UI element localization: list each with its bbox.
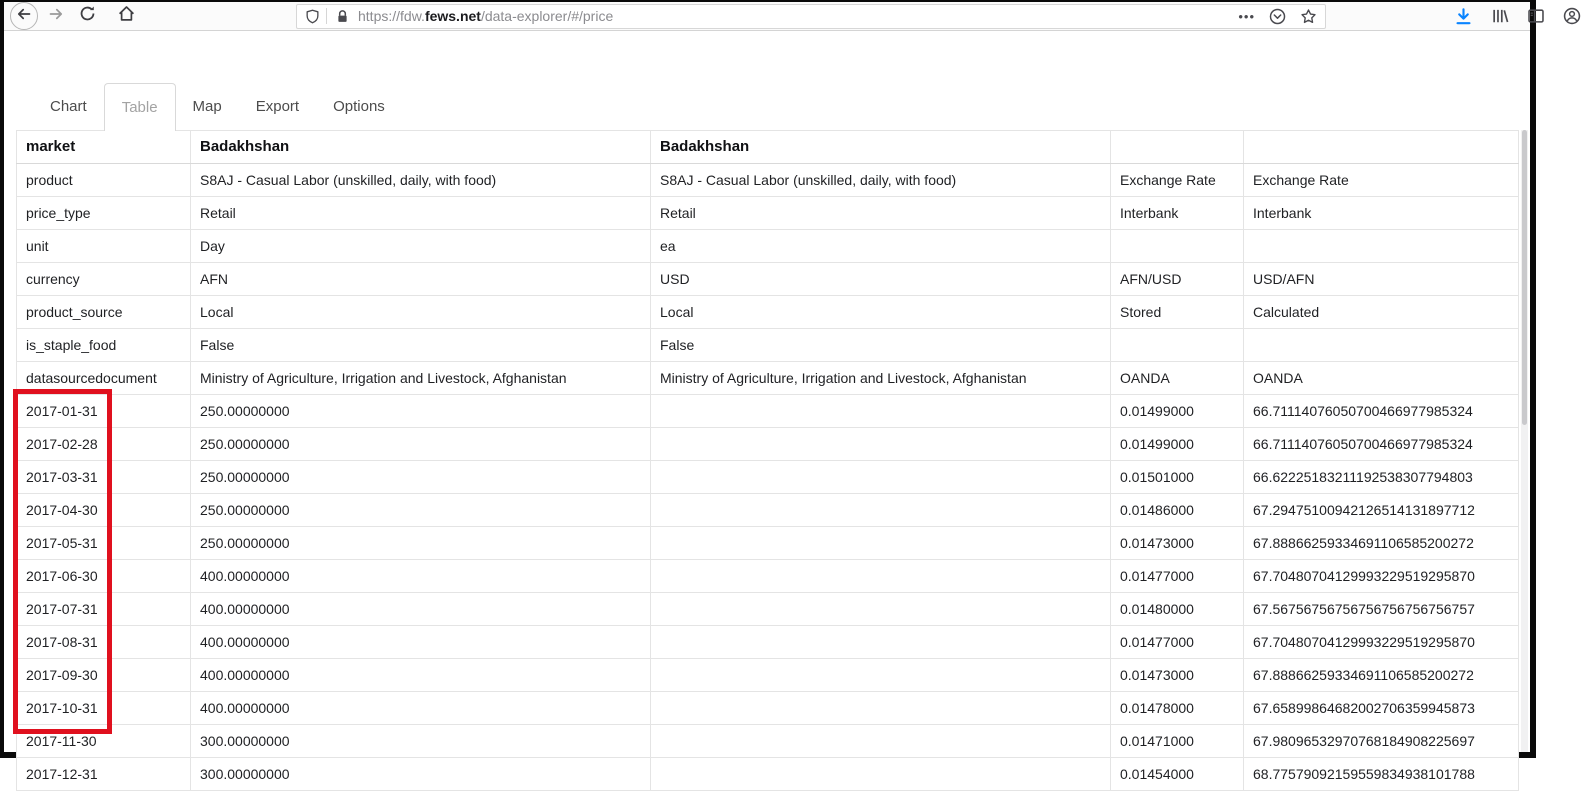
row-label-cell: 2017-11-30 bbox=[17, 725, 191, 758]
value-cell bbox=[1111, 230, 1244, 263]
row-label-cell: 2017-05-31 bbox=[17, 527, 191, 560]
column-header: Badakhshan bbox=[651, 131, 1111, 164]
tabbar bbox=[33, 83, 402, 130]
url-bar[interactable] bbox=[296, 4, 1326, 29]
value-cell: 250.00000000 bbox=[191, 461, 651, 494]
value-cell: 68.77579092159559834938101788 bbox=[1244, 758, 1519, 791]
value-cell: 0.01486000 bbox=[1111, 494, 1244, 527]
url-text bbox=[358, 8, 1238, 24]
column-header bbox=[1111, 131, 1244, 164]
data-table bbox=[16, 130, 1519, 791]
url-path: /data-explorer/#/price bbox=[480, 8, 614, 24]
value-cell bbox=[651, 659, 1111, 692]
url-prefix: https://fdw. bbox=[358, 8, 425, 24]
value-cell: USD/AFN bbox=[1244, 263, 1519, 296]
value-cell: 67.65899864682002706359945873 bbox=[1244, 692, 1519, 725]
value-cell: 300.00000000 bbox=[191, 758, 651, 791]
tab-export[interactable]: Export bbox=[255, 98, 300, 115]
row-label-cell: unit bbox=[17, 230, 191, 263]
value-cell bbox=[651, 593, 1111, 626]
value-cell: 67.88866259334691106585200272 bbox=[1244, 527, 1519, 560]
reload-button[interactable] bbox=[74, 3, 100, 29]
value-cell: 67.29475100942126514131897712 bbox=[1244, 494, 1519, 527]
value-cell: 250.00000000 bbox=[191, 494, 651, 527]
value-cell: Exchange Rate bbox=[1111, 164, 1244, 197]
table-wrap bbox=[16, 130, 1519, 782]
row-label-cell: 2017-08-31 bbox=[17, 626, 191, 659]
table-meta-row bbox=[17, 329, 1519, 362]
table-row bbox=[17, 494, 1519, 527]
table-row bbox=[17, 560, 1519, 593]
vertical-scrollbar[interactable] bbox=[1521, 130, 1528, 752]
lock-icon[interactable] bbox=[335, 9, 350, 24]
url-domain: fews.net bbox=[424, 8, 481, 24]
value-cell: 0.01478000 bbox=[1111, 692, 1244, 725]
value-cell: 400.00000000 bbox=[191, 560, 651, 593]
value-cell: Ministry of Agriculture, Irrigation and Livestock, Afghanistan bbox=[191, 362, 651, 395]
value-cell: 400.00000000 bbox=[191, 626, 651, 659]
value-cell: 66.62225183211192538307794803 bbox=[1244, 461, 1519, 494]
table-row bbox=[17, 527, 1519, 560]
value-cell: 250.00000000 bbox=[191, 395, 651, 428]
row-label-cell: currency bbox=[17, 263, 191, 296]
tab-table[interactable]: Table bbox=[104, 83, 176, 131]
value-cell: 250.00000000 bbox=[191, 428, 651, 461]
value-cell: Stored bbox=[1111, 296, 1244, 329]
value-cell: Local bbox=[651, 296, 1111, 329]
value-cell: 250.00000000 bbox=[191, 527, 651, 560]
table-meta-row bbox=[17, 164, 1519, 197]
value-cell: 67.70480704129993229519295870 bbox=[1244, 626, 1519, 659]
tab-chart[interactable]: Chart bbox=[50, 98, 87, 115]
value-cell: OANDA bbox=[1111, 362, 1244, 395]
urlbar-separator bbox=[326, 8, 327, 24]
table-meta-row bbox=[17, 197, 1519, 230]
sidebar-icon[interactable] bbox=[1527, 7, 1545, 25]
table-meta-row bbox=[17, 296, 1519, 329]
bookmark-star-icon[interactable] bbox=[1300, 8, 1317, 25]
value-cell: 0.01477000 bbox=[1111, 626, 1244, 659]
value-cell: 67.70480704129993229519295870 bbox=[1244, 560, 1519, 593]
value-cell: False bbox=[651, 329, 1111, 362]
value-cell: Calculated bbox=[1244, 296, 1519, 329]
browser-toolbar bbox=[4, 2, 1530, 31]
value-cell: Interbank bbox=[1244, 197, 1519, 230]
value-cell: 0.01473000 bbox=[1111, 659, 1244, 692]
library-icon[interactable] bbox=[1491, 7, 1509, 25]
value-cell: 0.01454000 bbox=[1111, 758, 1244, 791]
value-cell: Interbank bbox=[1111, 197, 1244, 230]
value-cell: AFN/USD bbox=[1111, 263, 1244, 296]
table-row bbox=[17, 692, 1519, 725]
value-cell: 0.01501000 bbox=[1111, 461, 1244, 494]
row-label-cell: 2017-12-31 bbox=[17, 758, 191, 791]
value-cell bbox=[651, 560, 1111, 593]
value-cell bbox=[1244, 329, 1519, 362]
value-cell: Retail bbox=[651, 197, 1111, 230]
row-label-cell: 2017-06-30 bbox=[17, 560, 191, 593]
value-cell: 67.56756756756756756756756757 bbox=[1244, 593, 1519, 626]
tab-map[interactable]: Map bbox=[192, 98, 222, 115]
value-cell: OANDA bbox=[1244, 362, 1519, 395]
row-label-cell: 2017-03-31 bbox=[17, 461, 191, 494]
value-cell bbox=[1244, 230, 1519, 263]
column-header bbox=[1244, 131, 1519, 164]
forward-icon bbox=[48, 6, 64, 27]
value-cell bbox=[651, 428, 1111, 461]
value-cell: Day bbox=[191, 230, 651, 263]
value-cell: 400.00000000 bbox=[191, 659, 651, 692]
table-meta-row bbox=[17, 263, 1519, 296]
value-cell: 66.71114076050700466977985324 bbox=[1244, 395, 1519, 428]
row-label-cell: 2017-02-28 bbox=[17, 428, 191, 461]
value-cell bbox=[1111, 329, 1244, 362]
value-cell: 0.01473000 bbox=[1111, 527, 1244, 560]
table-row bbox=[17, 395, 1519, 428]
value-cell: 0.01477000 bbox=[1111, 560, 1244, 593]
value-cell bbox=[651, 626, 1111, 659]
back-button[interactable] bbox=[10, 2, 38, 30]
forward-button[interactable] bbox=[43, 3, 69, 29]
value-cell bbox=[651, 395, 1111, 428]
row-label-cell: 2017-04-30 bbox=[17, 494, 191, 527]
value-cell: 67.88866259334691106585200272 bbox=[1244, 659, 1519, 692]
value-cell: False bbox=[191, 329, 651, 362]
row-label-cell: 2017-09-30 bbox=[17, 659, 191, 692]
value-cell: Ministry of Agriculture, Irrigation and Livestock, Afghanistan bbox=[651, 362, 1111, 395]
row-label-cell: price_type bbox=[17, 197, 191, 230]
tab-options[interactable]: Options bbox=[333, 98, 385, 115]
home-icon bbox=[118, 5, 135, 27]
value-cell: ea bbox=[651, 230, 1111, 263]
table-row bbox=[17, 428, 1519, 461]
value-cell: 400.00000000 bbox=[191, 692, 651, 725]
row-label-cell: product_source bbox=[17, 296, 191, 329]
column-header: market bbox=[17, 131, 191, 164]
table-row bbox=[17, 593, 1519, 626]
table-row bbox=[17, 659, 1519, 692]
row-label-cell: 2017-07-31 bbox=[17, 593, 191, 626]
column-header: Badakhshan bbox=[191, 131, 651, 164]
value-cell: 0.01499000 bbox=[1111, 428, 1244, 461]
value-cell: S8AJ - Casual Labor (unskilled, daily, with food) bbox=[651, 164, 1111, 197]
back-icon bbox=[16, 6, 32, 27]
download-icon[interactable] bbox=[1454, 7, 1473, 26]
value-cell: USD bbox=[651, 263, 1111, 296]
pocket-icon[interactable] bbox=[1269, 8, 1286, 25]
row-label-cell: is_staple_food bbox=[17, 329, 191, 362]
value-cell: Exchange Rate bbox=[1244, 164, 1519, 197]
value-cell: Retail bbox=[191, 197, 651, 230]
value-cell: AFN bbox=[191, 263, 651, 296]
row-label-cell: datasourcedocument bbox=[17, 362, 191, 395]
value-cell bbox=[651, 758, 1111, 791]
value-cell: S8AJ - Casual Labor (unskilled, daily, with food) bbox=[191, 164, 651, 197]
value-cell: 0.01471000 bbox=[1111, 725, 1244, 758]
table-header-row bbox=[17, 131, 1519, 164]
account-icon[interactable] bbox=[1563, 7, 1581, 25]
value-cell: 66.71114076050700466977985324 bbox=[1244, 428, 1519, 461]
table-row bbox=[17, 626, 1519, 659]
home-button[interactable] bbox=[113, 3, 139, 29]
value-cell: 300.00000000 bbox=[191, 725, 651, 758]
value-cell bbox=[651, 461, 1111, 494]
tracking-protection-shield-icon[interactable] bbox=[305, 9, 320, 24]
value-cell: 0.01499000 bbox=[1111, 395, 1244, 428]
value-cell: Local bbox=[191, 296, 651, 329]
value-cell: 400.00000000 bbox=[191, 593, 651, 626]
value-cell bbox=[651, 494, 1111, 527]
value-cell: 0.01480000 bbox=[1111, 593, 1244, 626]
reload-icon bbox=[79, 5, 96, 27]
table-row-partial bbox=[17, 758, 1519, 791]
row-label-cell: product bbox=[17, 164, 191, 197]
row-label-cell: 2017-10-31 bbox=[17, 692, 191, 725]
page-actions-more-icon[interactable]: ••• bbox=[1238, 8, 1255, 24]
value-cell bbox=[651, 725, 1111, 758]
table-row bbox=[17, 725, 1519, 758]
scrollbar-thumb[interactable] bbox=[1522, 130, 1527, 425]
value-cell bbox=[651, 692, 1111, 725]
table-meta-row bbox=[17, 362, 1519, 395]
table-row bbox=[17, 461, 1519, 494]
row-label-cell: 2017-01-31 bbox=[17, 395, 191, 428]
table-meta-row bbox=[17, 230, 1519, 263]
value-cell: 67.98096532970768184908225697 bbox=[1244, 725, 1519, 758]
value-cell bbox=[651, 527, 1111, 560]
